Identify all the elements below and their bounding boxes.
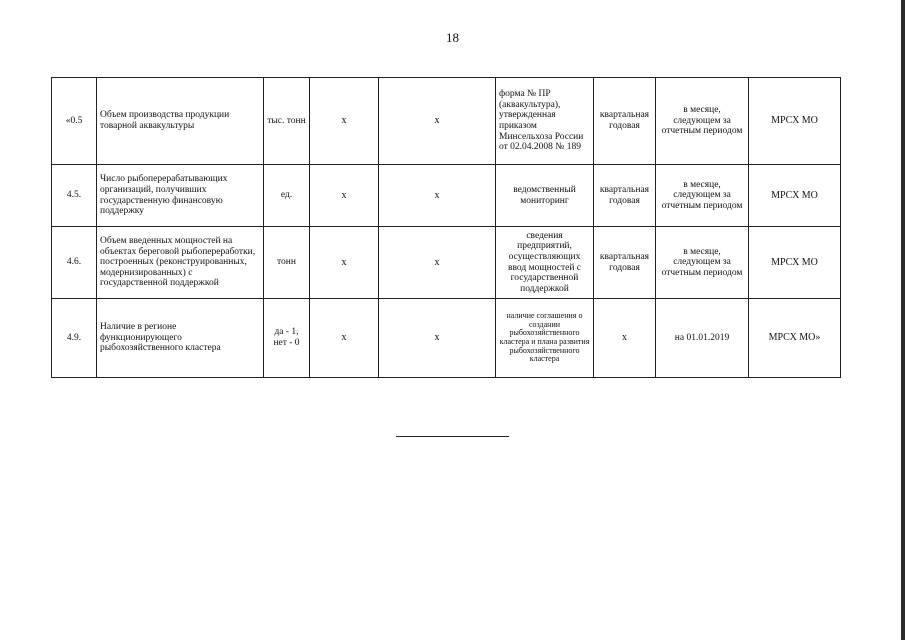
x-cell: х <box>379 299 496 378</box>
table-row <box>52 227 841 299</box>
indicators-table <box>51 77 841 378</box>
footnote-separator <box>396 436 509 437</box>
table-row <box>52 78 841 165</box>
unit-cell: тонн <box>264 227 310 299</box>
indicator-name: Наличие в регионе функционирующего рыбохозяйственного кластера <box>97 299 264 378</box>
table-row <box>52 299 841 378</box>
data-source-cell: форма № ПР (аквакультура), утвержденная приказом Минсельхоза России от 02.04.2008 № 189 <box>496 78 594 165</box>
x-cell: х <box>310 165 379 227</box>
row-number: «0.5 <box>52 78 97 165</box>
data-source-cell: наличие соглашения о создании рыбохозяйственного кластера и плана развития рыбохозяйственного кластера <box>496 299 594 378</box>
indicator-name: Число рыбоперерабатывающих организаций, получивших государственную финансовую поддержку <box>97 165 264 227</box>
x-cell: х <box>379 165 496 227</box>
responsible-cell: МРСХ МО <box>749 165 841 227</box>
deadline-cell: на 01.01.2019 <box>656 299 749 378</box>
responsible-cell: МРСХ МО <box>749 78 841 165</box>
table-row <box>52 165 841 227</box>
x-cell: х <box>379 227 496 299</box>
x-cell: х <box>310 299 379 378</box>
data-source-cell: сведения предприятий, осуществляющих ввод мощностей с государственной поддержкой <box>496 227 594 299</box>
periodicity-cell: квартальная годовая <box>594 165 656 227</box>
unit-cell: ед. <box>264 165 310 227</box>
indicator-name: Объем производства продукции товарной аквакультуры <box>97 78 264 165</box>
x-cell: х <box>379 78 496 165</box>
responsible-cell: МРСХ МО <box>749 227 841 299</box>
periodicity-cell: квартальная годовая <box>594 227 656 299</box>
data-source-cell: ведомственный мониторинг <box>496 165 594 227</box>
unit-cell: да - 1, нет - 0 <box>264 299 310 378</box>
x-cell: х <box>310 227 379 299</box>
unit-cell: тыс. тонн <box>264 78 310 165</box>
responsible-cell: МРСХ МО» <box>749 299 841 378</box>
page-number: 18 <box>446 30 459 45</box>
row-number: 4.9. <box>52 299 97 378</box>
deadline-cell: в месяце, следующем за отчетным периодом <box>656 165 749 227</box>
row-number: 4.5. <box>52 165 97 227</box>
periodicity-cell: квартальная годовая <box>594 78 656 165</box>
scan-edge <box>901 0 905 640</box>
periodicity-cell: х <box>594 299 656 378</box>
deadline-cell: в месяце, следующем за отчетным периодом <box>656 78 749 165</box>
x-cell: х <box>310 78 379 165</box>
row-number: 4.6. <box>52 227 97 299</box>
indicator-name: Объем введенных мощностей на объектах береговой рыбопереработки, построенных (реконструированных, модернизированных) с государственной поддержкой <box>97 227 264 299</box>
deadline-cell: в месяце, следующем за отчетным периодом <box>656 227 749 299</box>
